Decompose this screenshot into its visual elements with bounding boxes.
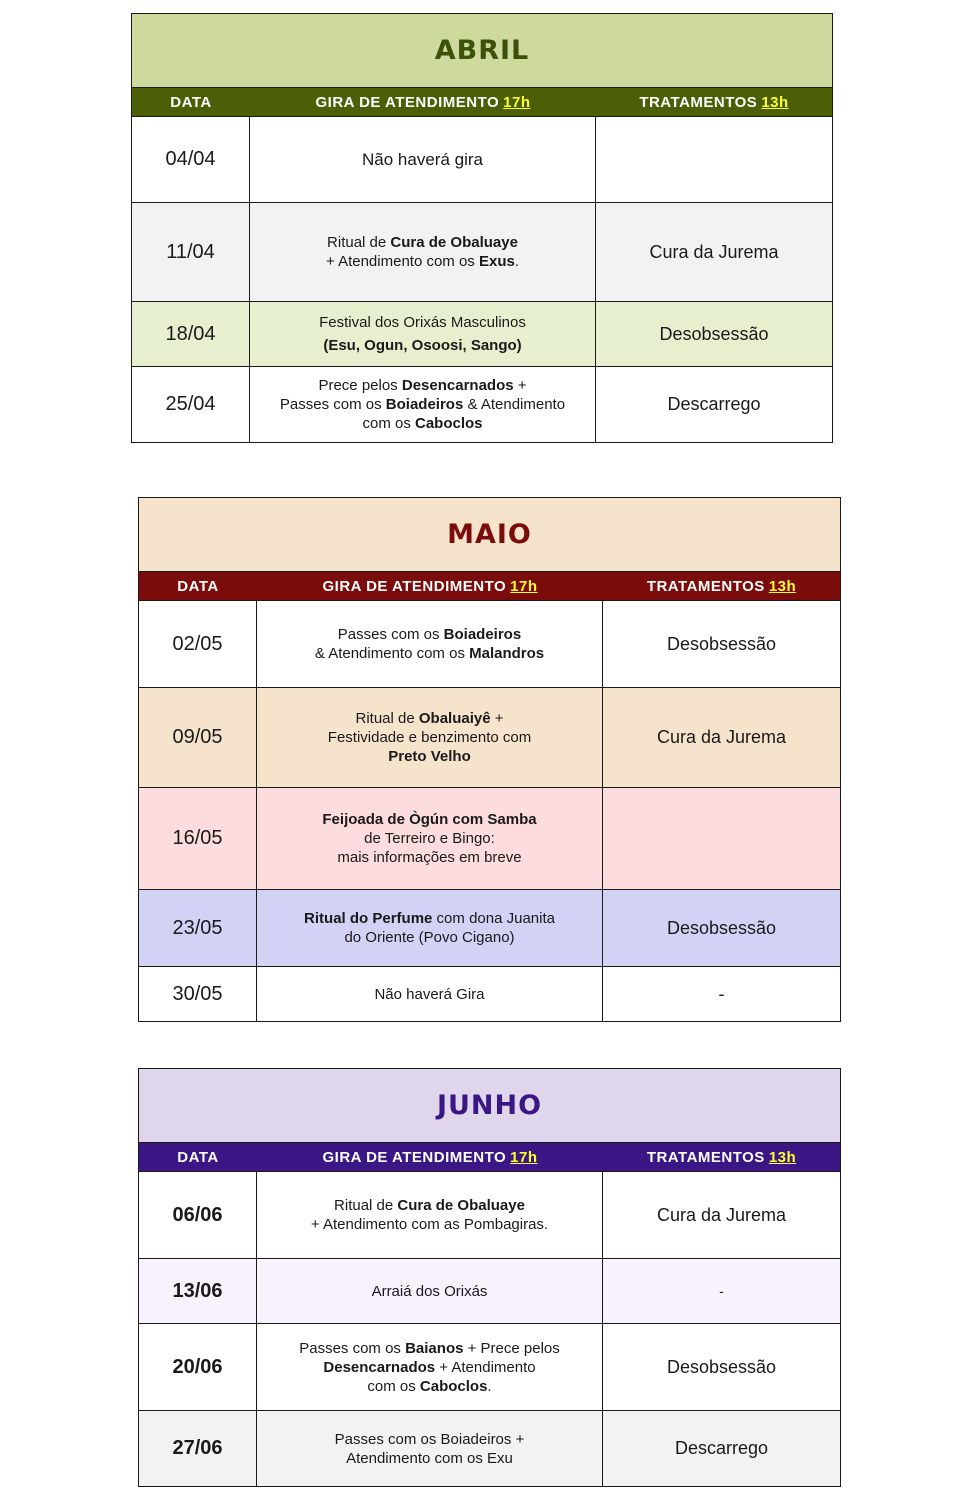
junho-row-4-gira	[257, 1411, 603, 1486]
junho-row-4-tratamento: Descarrego	[674, 1438, 769, 1458]
junho-row-1	[139, 1171, 840, 1258]
gira-line	[344, 928, 514, 947]
abril-row-3-gira	[250, 302, 596, 366]
gira-line	[338, 625, 521, 644]
junho-row-4	[139, 1410, 840, 1486]
maio-row-4-gira	[257, 890, 603, 966]
gira-text-bold: Cura de Obaluaye	[397, 1197, 525, 1214]
maio-row-3	[139, 787, 840, 889]
gira-line	[374, 985, 484, 1004]
maio-row-3-gira	[257, 788, 603, 889]
abril-header-data: DATA	[170, 93, 212, 111]
junho-row-3-tratamento: Desobsessão	[666, 1356, 777, 1377]
maio-row-3-date: 16/05	[139, 788, 257, 889]
abril-row-3-tratamento: Desobsessão	[659, 323, 769, 344]
gira-text: de Terreiro e Bingo:	[364, 830, 495, 847]
junho-title: JUNHO	[139, 1069, 840, 1143]
gira-text: Ritual de	[327, 234, 391, 251]
gira-line	[372, 1282, 488, 1301]
abril-row-2	[132, 202, 832, 301]
junho-header-tratamentos: TRATAMENTOS 13h	[646, 1148, 797, 1166]
abril-schedule	[131, 13, 833, 443]
abril-gira-time: 17h	[503, 93, 531, 111]
abril-row-2-tratamento: Cura da Jurema	[649, 241, 779, 262]
gira-text: Festividade e benzimento com	[327, 729, 532, 746]
gira-line	[328, 728, 531, 747]
gira-text-bold: Feijoada de Ògún com Samba	[322, 811, 537, 828]
maio-row-1	[139, 600, 840, 687]
junho-row-2-gira	[257, 1259, 603, 1323]
junho-row-4-date: 27/06	[139, 1411, 257, 1486]
gira-text: com os	[362, 415, 415, 432]
gira-line	[280, 395, 565, 414]
abril-row-4-date: 25/04	[132, 367, 250, 442]
gira-line	[311, 1215, 548, 1234]
gira-text: .	[514, 253, 520, 270]
gira-text: .	[487, 1377, 492, 1395]
abril-row-1-date: 04/04	[132, 117, 250, 202]
junho-trat-time: 13h	[768, 1148, 797, 1166]
abril-row-3	[132, 301, 832, 366]
maio-row-2-date: 09/05	[139, 688, 257, 787]
gira-line	[364, 829, 495, 848]
gira-text: + Atendimento com as Pombagiras.	[310, 1216, 549, 1233]
maio-row-5	[139, 966, 840, 1021]
gira-text-bold: Ritual do Perfume	[304, 910, 433, 927]
junho-row-2	[139, 1258, 840, 1323]
gira-text: Passes com os Boiadeiros +	[334, 1430, 525, 1448]
maio-title: MAIO	[139, 498, 840, 572]
abril-trat-time: 13h	[761, 93, 789, 111]
gira-text: Atendimento com os Exu	[346, 1449, 513, 1467]
maio-row-1-tratamento: Desobsessão	[666, 633, 777, 654]
gira-text: + Prece pelos	[463, 1339, 560, 1357]
maio-row-1-gira	[257, 601, 603, 687]
maio-row-1-date: 02/05	[139, 601, 257, 687]
gira-text: Prece pelos	[318, 377, 402, 394]
junho-row-3	[139, 1323, 840, 1410]
gira-text: Passes com os	[279, 396, 386, 413]
gira-text: Não haverá Gira	[374, 985, 485, 1003]
junho-row-3-gira	[257, 1324, 603, 1410]
gira-text: Festival dos Orixás Masculinos	[319, 314, 526, 331]
gira-text: & Atendimento com os	[314, 645, 470, 662]
gira-line	[323, 1358, 535, 1377]
junho-header-data: DATA	[177, 1148, 219, 1166]
maio-gira-time: 17h	[510, 577, 538, 595]
gira-text: +	[513, 377, 527, 394]
junho-row-1-gira	[257, 1172, 603, 1258]
gira-line	[334, 1196, 525, 1215]
junho-gira-time: 17h	[510, 1148, 538, 1166]
gira-text: Não haverá gira	[362, 150, 483, 169]
gira-text-bold: Boiadeiros	[385, 396, 464, 413]
gira-text: + Atendimento com os	[325, 253, 479, 270]
gira-line	[362, 150, 483, 169]
abril-header-gira: GIRA DE ATENDIMENTO 17h	[315, 93, 531, 111]
gira-line	[337, 848, 521, 867]
abril-title: ABRIL	[132, 14, 832, 88]
abril-row-2-gira	[250, 203, 596, 301]
junho-row-2-date: 13/06	[139, 1259, 257, 1323]
maio-row-2-gira	[257, 688, 603, 787]
gira-line	[299, 1339, 560, 1358]
maio-row-2-tratamento: Cura da Jurema	[656, 727, 787, 747]
gira-line	[335, 1430, 525, 1449]
gira-text-bold: Preto Velho	[388, 748, 471, 765]
abril-row-4-tratamento: Descarrego	[667, 394, 761, 414]
gira-line	[326, 252, 519, 271]
maio-row-4-tratamento: Desobsessão	[666, 917, 777, 938]
gira-text: Arraiá dos Orixás	[371, 1282, 488, 1300]
gira-text: Ritual de	[334, 1197, 398, 1214]
gira-text: mais informações em breve	[337, 849, 522, 866]
junho-row-1-tratamento: Cura da Jurema	[656, 1204, 787, 1225]
maio-trat-time: 13h	[768, 577, 797, 595]
gira-line	[327, 233, 518, 252]
gira-text-bold: (Esu, Ogun, Osoosi, Sango)	[323, 337, 522, 354]
gira-text-bold: Exus	[478, 253, 515, 270]
gira-text-bold: Cura de Obaluaye	[390, 234, 518, 251]
abril-row-1-gira	[250, 117, 596, 202]
abril-row-1	[132, 116, 832, 202]
gira-text: com dona Juanita	[432, 910, 555, 927]
gira-text-bold: Desencarnados	[323, 1358, 436, 1376]
abril-row-1-tratamento	[596, 117, 832, 202]
gira-line	[362, 414, 482, 433]
maio-schedule	[138, 497, 841, 1022]
junho-header-gira: GIRA DE ATENDIMENTO 17h	[322, 1148, 538, 1166]
gira-text-bold: Desencarnados	[401, 377, 514, 394]
gira-text-bold: Boiadeiros	[443, 626, 522, 643]
gira-line	[388, 747, 471, 766]
maio-row-2	[139, 687, 840, 787]
gira-line	[318, 376, 526, 395]
gira-line	[304, 909, 555, 928]
gira-line	[355, 709, 503, 728]
gira-line	[322, 810, 536, 829]
gira-text-bold: Malandros	[469, 645, 545, 662]
maio-header-data: DATA	[177, 577, 219, 595]
abril-row-4-gira	[250, 367, 596, 442]
maio-row-3-tratamento	[603, 788, 840, 889]
maio-row-4	[139, 889, 840, 966]
maio-row-5-tratamento: -	[718, 983, 725, 1004]
gira-text: Passes com os	[337, 626, 444, 643]
maio-header-gira: GIRA DE ATENDIMENTO 17h	[322, 577, 538, 595]
maio-header-tratamentos: TRATAMENTOS 13h	[646, 577, 797, 595]
abril-row-4	[132, 366, 832, 442]
junho-schedule	[138, 1068, 841, 1487]
gira-text: do Oriente (Povo Cigano)	[344, 929, 515, 946]
junho-header-row	[139, 1143, 840, 1171]
gira-text: Ritual de	[355, 710, 419, 727]
gira-line	[315, 644, 544, 663]
gira-text: com os	[367, 1377, 420, 1395]
maio-row-5-date: 30/05	[139, 967, 257, 1021]
abril-header-tratamentos: TRATAMENTOS 13h	[639, 93, 789, 111]
junho-row-3-date: 20/06	[139, 1324, 257, 1410]
gira-line	[346, 1449, 513, 1468]
gira-text-bold: Caboclos	[419, 1377, 488, 1395]
gira-text-bold: Baianos	[405, 1339, 464, 1357]
junho-row-2-tratamento: -	[719, 1283, 724, 1299]
gira-text-bold: Caboclos	[415, 415, 483, 432]
gira-line	[367, 1377, 491, 1396]
maio-row-4-date: 23/05	[139, 890, 257, 966]
abril-row-3-date: 18/04	[132, 302, 250, 366]
gira-text: Passes com os	[299, 1339, 406, 1357]
gira-text: + Atendimento	[435, 1358, 536, 1376]
abril-row-2-date: 11/04	[132, 203, 250, 301]
abril-header-row	[132, 88, 832, 116]
gira-line	[323, 334, 521, 357]
gira-text: & Atendimento	[463, 396, 566, 413]
maio-header-row	[139, 572, 840, 600]
gira-text-bold: Obaluaiyê	[418, 710, 491, 727]
gira-text: +	[490, 710, 504, 727]
gira-line	[319, 311, 526, 334]
junho-row-1-date: 06/06	[139, 1172, 257, 1258]
maio-row-5-gira	[257, 967, 603, 1021]
